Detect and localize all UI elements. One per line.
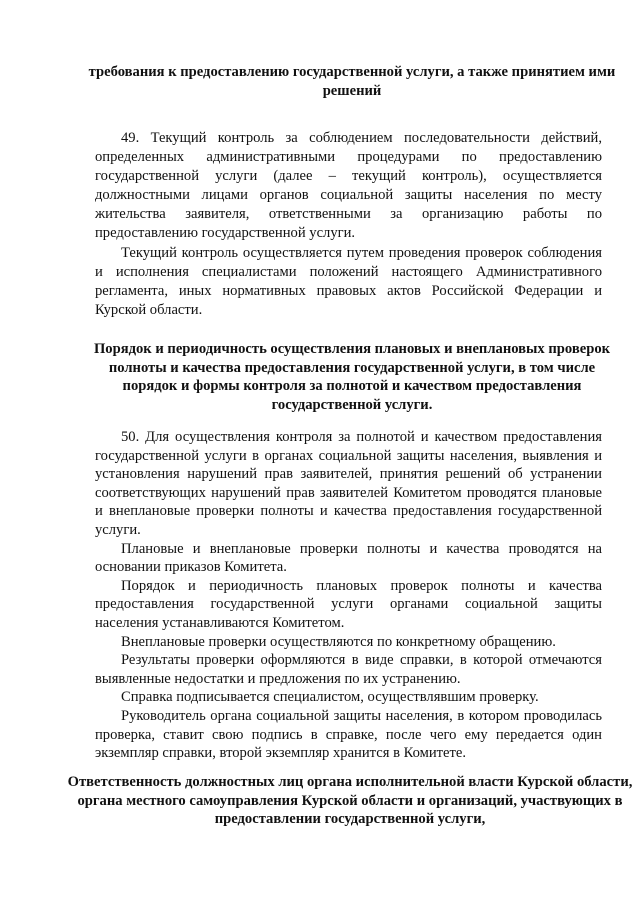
paragraph-head-signature: Руководитель органа социальной защиты населения, в котором проводилась проверка, ставит свою подпись в справке, после чего ему передается один экземпляр справки, второй экземпляр хранится в Комитете. [95,707,602,762]
paragraph-49: 49. Текущий контроль за соблюдением последовательности действий, определенных административными процедурами по предоставлению государственной услуги (далее – текущий контроль), осуществляется должностными лицами органов социальной защиты населения по месту жительства заявителя, ответственными за организацию работы по предоставлению государственной услуги. [95,130,602,242]
paragraph-report-signing: Справка подписывается специалистом, осуществлявшим проверку. [121,689,539,706]
paragraph-current-control-method: Текущий контроль осуществляется путем проведения проверок соблюдения и исполнения специалистами положений настоящего Административного регламента, иных нормативных правовых актов Российской Федерации и Курской области. [95,244,602,318]
section-current-control [95,129,602,320]
section-inspections [95,428,602,763]
paragraph-results: Результаты проверки оформляются в виде справки, в которой отмечаются выявленные недостатки и предложения по их устранению. [95,652,602,687]
paragraph-50: 50. Для осуществления контроля за полнотой и качеством предоставления государственной услуги в органах социальной защиты населения, выявления и установления нарушений прав заявителей, принятия решений об устранении соответствующих нарушений прав заявителей Комитетом проводятся плановые и внеплановые проверки полноты и качества предоставления государственной услуги. [95,429,602,538]
section-heading-responsibility: Ответственность должностных лиц органа исполнительной власти Курской области, органа местного самоуправления Курской области и организаций, участвующих в предоставлении государственной услуги, [67,774,633,827]
section-heading-inspections: Порядок и периодичность осуществления плановых и внеплановых проверок полноты и качества предоставления государственной услуги, в том числе порядок и формы контроля за полнотой и качеством предоставления государственной услуги. [93,341,611,413]
section-heading-requirements: требования к предоставлению государственной услуги, а также принятием ими решений [88,64,616,99]
paragraph-inspection-order: Порядок и периодичность плановых проверок полноты и качества предоставления государственной услуги органами социальной защиты населения устанавливаются Комитетом. [95,577,602,631]
paragraph-unscheduled: Внеплановые проверки осуществляются по конкретному обращению. [121,633,556,650]
paragraph-inspection-basis: Плановые и внеплановые проверки полноты и качества проводятся на основании приказов Комитета. [95,540,602,576]
